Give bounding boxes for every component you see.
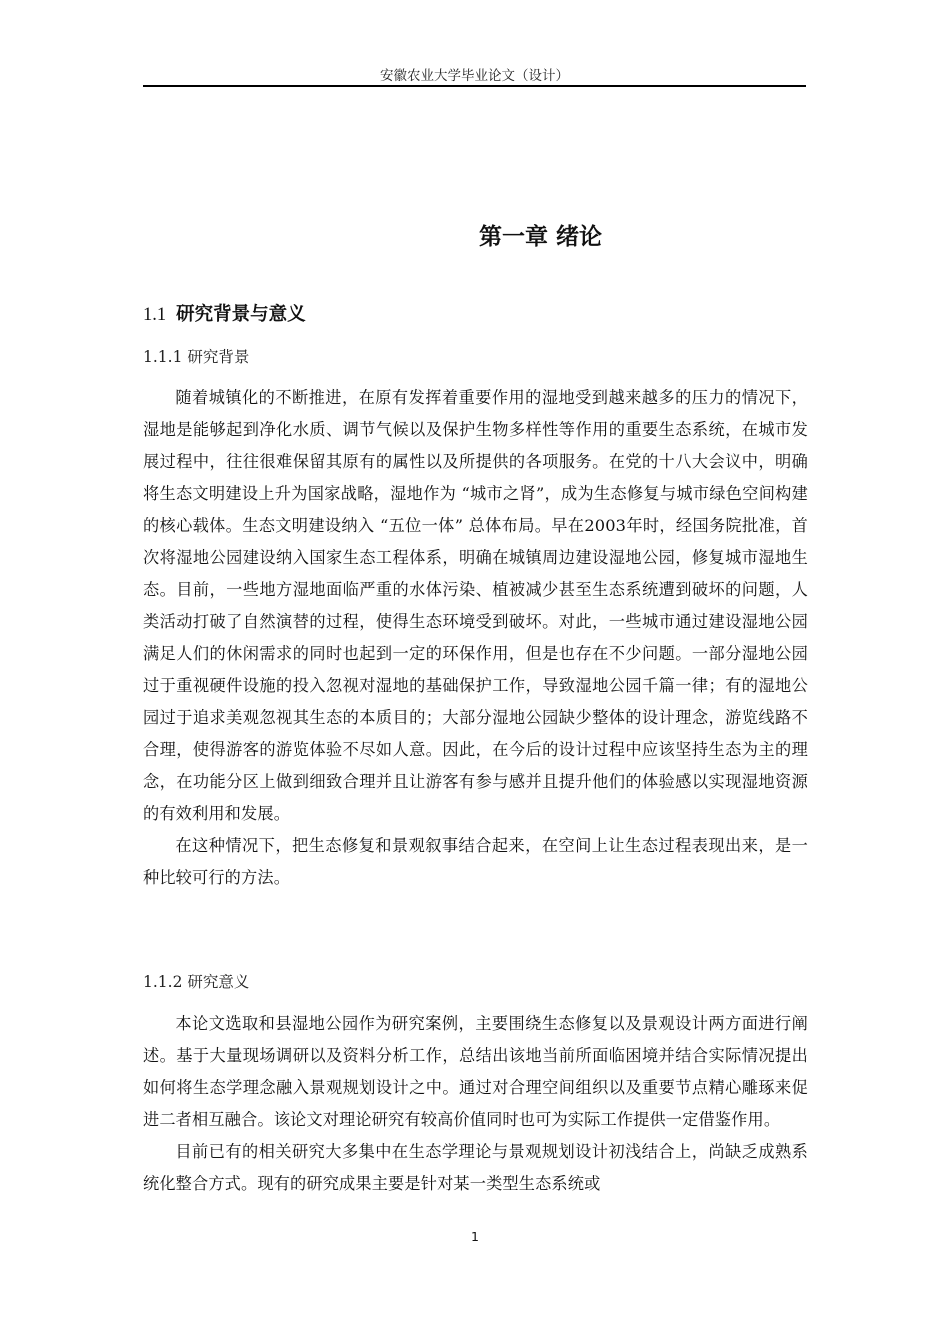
page-number: 1 — [471, 1229, 479, 1244]
paragraph: 在这种情况下，把生态修复和景观叙事结合起来，在空间上让生态过程表现出来，是一种比较可行的方法。 — [143, 836, 808, 887]
chapter-title: 第一章 绪论 — [478, 224, 602, 250]
section-heading — [143, 300, 306, 326]
page-header: 安徽农业大学毕业论文（设计） — [380, 68, 569, 84]
section-number: 1.1 — [143, 305, 167, 325]
significance-text — [143, 1008, 808, 1200]
paragraph: 本论文选取和县湿地公园作为研究案例，主要围绕生态修复以及景观设计两方面进行阐述。基于大量现场调研以及资料分析工作，总结出该地当前所面临困境并结合实际情况提出如何将生态学理念融入景观规划设计之中。通过对合理空间组织以及重要节点精心雕琢来促进二者相互融合。该论文对理论研究有较高价值同时也可为实际工作提供一定借鉴作用。 — [143, 1014, 808, 1129]
background-text — [143, 382, 808, 894]
paragraph: 目前已有的相关研究大多集中在生态学理论与景观规划设计初浅结合上，尚缺乏成熟系统化整合方式。现有的研究成果主要是针对某一类型生态系统或 — [143, 1142, 808, 1193]
header-rule — [143, 85, 806, 87]
section-title: 研究背景与意义 — [176, 304, 306, 325]
subsection-heading-significance: 1.1.2 研究意义 — [143, 973, 250, 991]
paragraph: 随着城镇化的不断推进，在原有发挥着重要作用的湿地受到越来越多的压力的情况下，湿地是能够起到净化水质、调节气候以及保护生物多样性等作用的重要生态系统，在城市发展过程中，往往很难保留其原有的属性以及所提供的各项服务。在党的十八大会议中，明确将生态文明建设上升为国家战略，湿地作为 “城市之肾”，成为生态修复与城市绿色空间构建的核心载体。生态文明建设纳入 “五位一体” 总体布局。早在2003年时，经国务院批准，首次将湿地公园建设纳入国家生态工程体系，明确在城镇周边建设湿地公园，修复城市湿地生态。目前，一些地方湿地面临严重的水体污染、植被减少甚至生态系统遭到破坏的问题，人类活动打破了自然演替的过程，使得生态环境受到破坏。对此，一些城市通过建设湿地公园满足人们的休闲需求的同时也起到一定的环保作用，但是也存在不少问题。一部分湿地公园过于重视硬件设施的投入忽视对湿地的基础保护工作，导致湿地公园千篇一律；有的湿地公园过于追求美观忽视其生态的本质目的；大部分湿地公园缺少整体的设计理念，游览线路不合理，使得游客的游览体验不尽如人意。因此，在今后的设计过程中应该坚持生态为主的理念，在功能分区上做到细致合理并且让游客有参与感并且提升他们的体验感以实现湿地资源的有效利用和发展。 — [143, 388, 808, 823]
subsection-heading-background: 1.1.1 研究背景 — [143, 348, 250, 366]
